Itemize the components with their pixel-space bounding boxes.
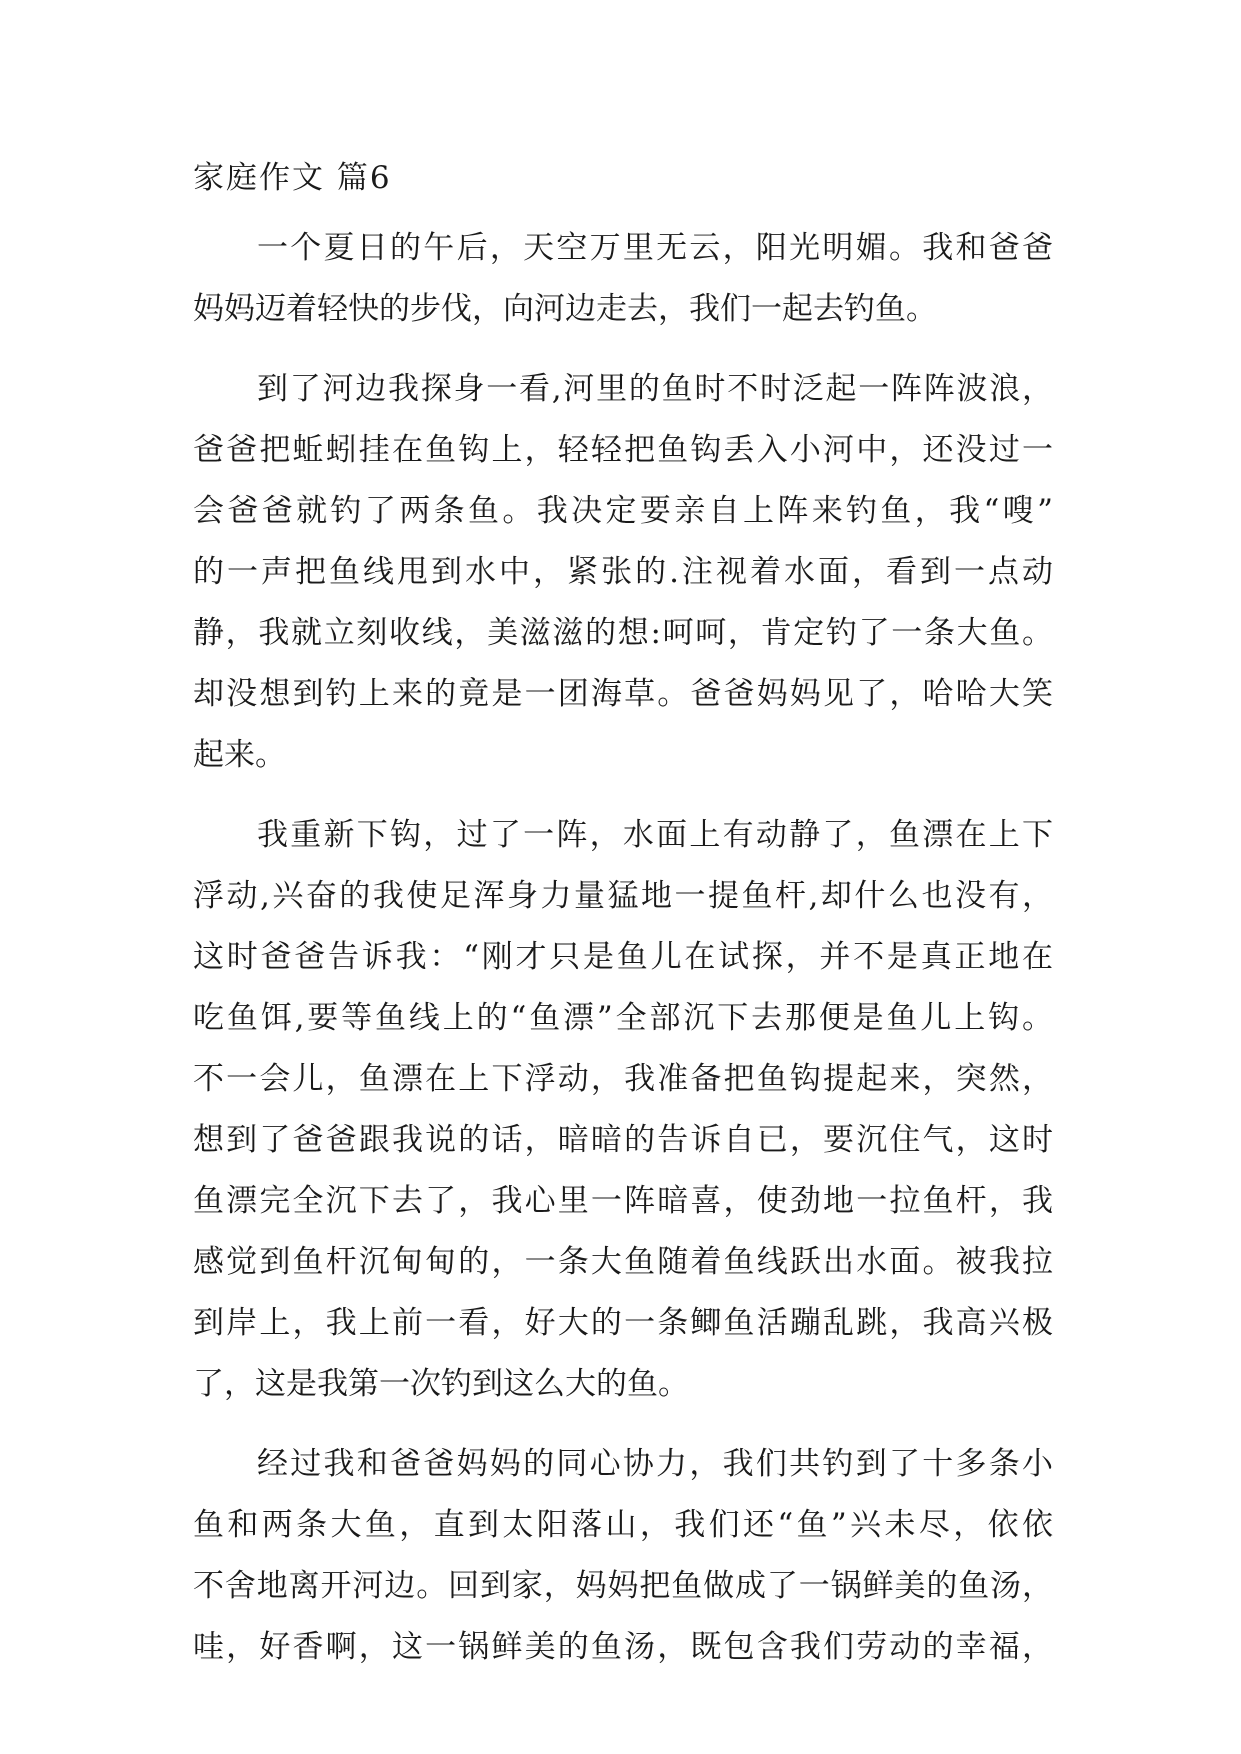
paragraph-line: 妈妈迈着轻快的步伐，向河边走去，我们一起去钓鱼。: [193, 291, 937, 327]
paragraph-line: 起来。: [193, 737, 286, 773]
document-page: [193, 158, 1053, 1697]
paragraph-line: 感觉到鱼杆沉甸甸的，一条大鱼随着鱼线跃出水面。被我拉: [193, 1244, 1053, 1280]
paragraph-line: 不一会儿，鱼漂在上下浮动，我准备把鱼钩提起来，突然，: [193, 1061, 1053, 1097]
paragraph-2: [193, 359, 1053, 786]
paragraph-line: 我重新下钩，过了一阵，水面上有动静了，鱼漂在上下: [257, 817, 1053, 853]
paragraph-line: 哇，好香啊，这一锅鲜美的鱼汤，既包含我们劳动的幸福，: [193, 1629, 1053, 1665]
paragraph-line: 静，我就立刻收线，美滋滋的想:呵呵，肯定钓了一条大鱼。: [193, 615, 1053, 651]
paragraph-line: 到岸上，我上前一看，好大的一条鲫鱼活蹦乱跳，我高兴极: [193, 1305, 1053, 1341]
paragraph-3: [193, 805, 1053, 1415]
paragraph-line: 不舍地离开河边。回到家，妈妈把鱼做成了一锅鲜美的鱼汤，: [193, 1568, 1053, 1604]
paragraph-line: 经过我和爸爸妈妈的同心协力，我们共钓到了十多条小: [257, 1446, 1053, 1482]
paragraph-line: 却没想到钓上来的竟是一团海草。爸爸妈妈见了，哈哈大笑: [193, 676, 1053, 712]
document-title: 家庭作文 篇6: [193, 160, 392, 196]
paragraph-4: [193, 1434, 1053, 1678]
paragraph-1: [193, 218, 1053, 340]
paragraph-line: 鱼和两条大鱼，直到太阳落山，我们还“鱼”兴未尽，依依: [193, 1507, 1053, 1543]
paragraph-line: 浮动,兴奋的我使足浑身力量猛地一提鱼杆,却什么也没有，: [193, 878, 1053, 914]
paragraph-line: 吃鱼饵,要等鱼线上的“鱼漂”全部沉下去那便是鱼儿上钩。: [193, 1000, 1053, 1036]
paragraph-line: 的一声把鱼线甩到水中，紧张的.注视着水面，看到一点动: [193, 554, 1053, 590]
paragraph-line: 一个夏日的午后，天空万里无云，阳光明媚。我和爸爸: [257, 230, 1053, 266]
paragraph-line: 会爸爸就钓了两条鱼。我决定要亲自上阵来钓鱼，我“嗖”: [193, 493, 1053, 529]
paragraph-line: 想到了爸爸跟我说的话，暗暗的告诉自已，要沉住气，这时: [193, 1122, 1053, 1158]
paragraph-line: 爸爸把蚯蚓挂在鱼钩上，轻轻把鱼钩丢入小河中，还没过一: [193, 432, 1053, 468]
paragraph-line: 这时爸爸告诉我：“刚才只是鱼儿在试探，并不是真正地在: [193, 939, 1053, 975]
paragraph-line: 了，这是我第一次钓到这么大的鱼。: [193, 1366, 689, 1402]
paragraph-line: 到了河边我探身一看,河里的鱼时不时泛起一阵阵波浪，: [257, 371, 1053, 407]
paragraph-line: 鱼漂完全沉下去了，我心里一阵暗喜，使劲地一拉鱼杆，我: [193, 1183, 1053, 1219]
